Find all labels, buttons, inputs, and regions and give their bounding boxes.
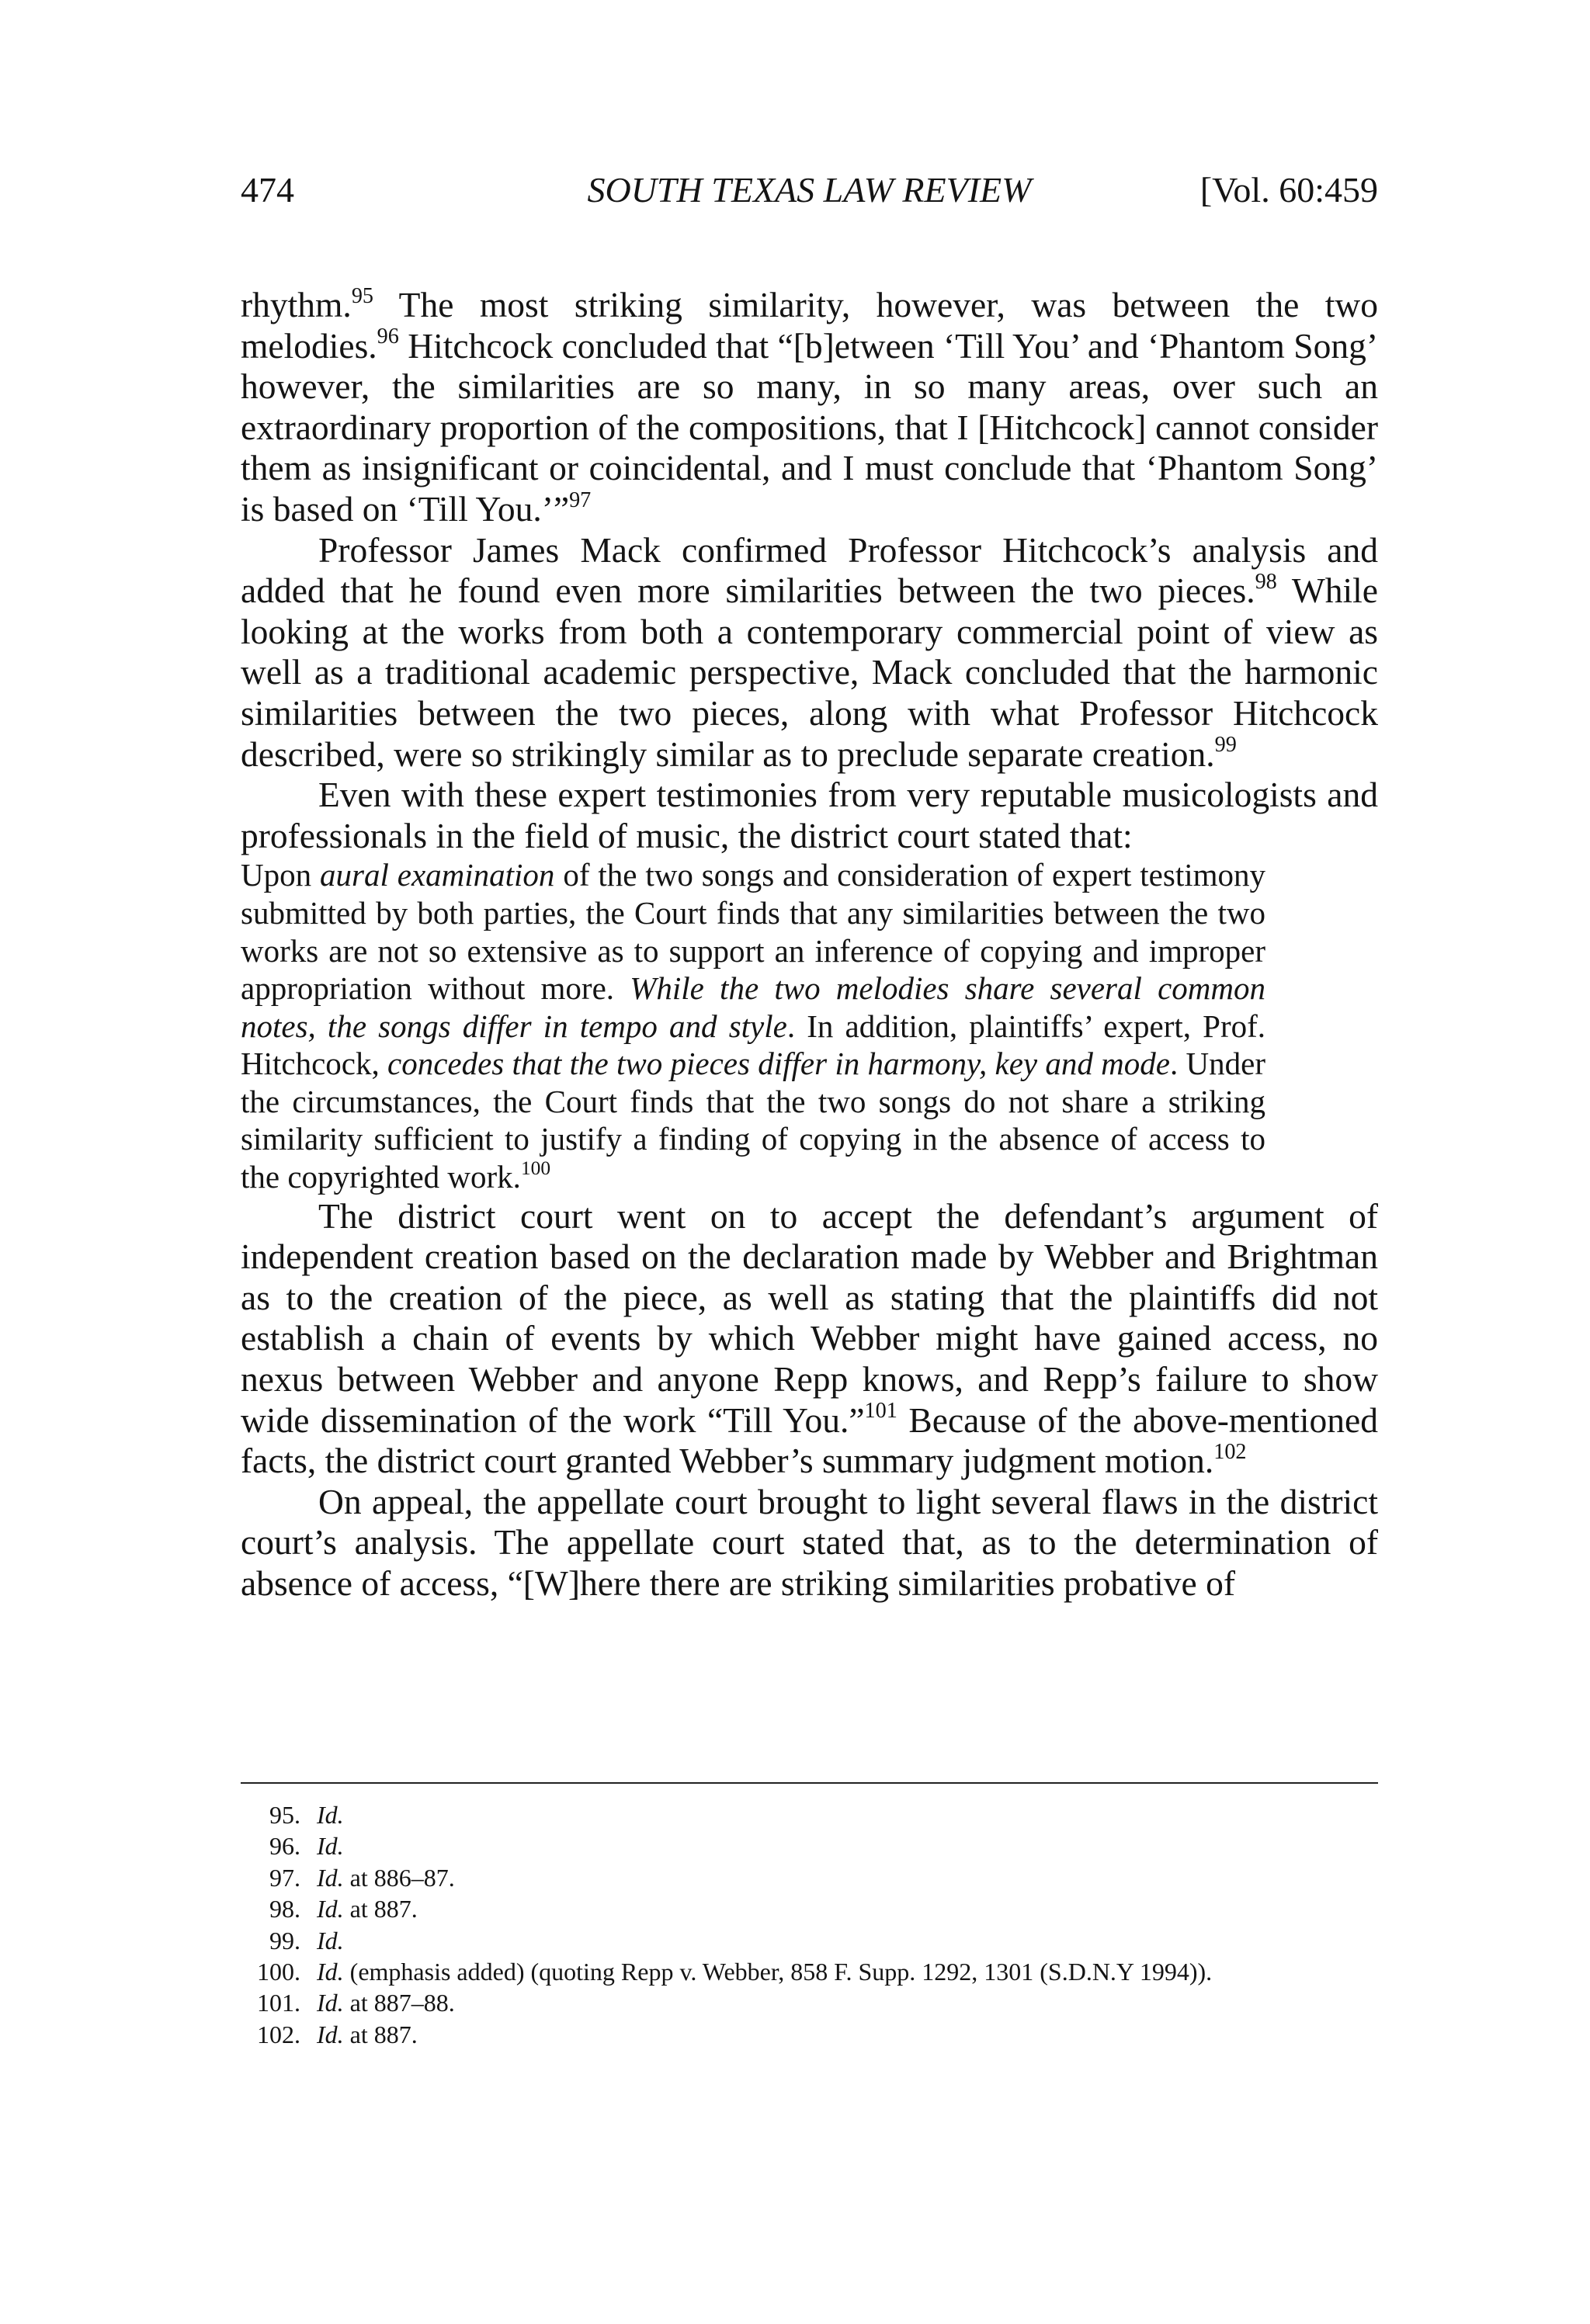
footnote [241,1799,1378,1830]
footnote-ref-96: 96 [377,324,399,349]
paragraph-4 [241,1196,1378,1482]
footnote-id: Id. [317,1801,344,1829]
footnote-number: 97. [269,1863,300,1892]
footnote-id: Id. [317,1863,344,1892]
text: Even with these expert testimonies from very reputable musicologists and professionals in the field of music, the district court stated that: [241,775,1378,855]
footnote-ref-102: 102 [1213,1439,1247,1464]
page-number: 474 [241,170,294,210]
footnote [241,1987,1378,2018]
paragraph-3 [241,775,1378,856]
footnote-number: 102. [257,2020,300,2048]
footnote-number: 96. [269,1832,300,1861]
emphasis: aural examination [320,857,555,893]
footnote-number: 100. [257,1958,300,1986]
text: Professor James Mack confirmed Professor Hitchcock’s analysis and added that he found even more similarities between the two pieces. [241,529,1378,611]
paragraph-1 [241,285,1378,530]
footnote [241,1956,1378,1987]
footnote-text: at 886–87. [343,1863,455,1892]
footnote-ref-99: 99 [1214,733,1237,758]
text: While looking at the works from both a contemporary commercial point of view as well as a traditional academic perspective, Mack concluded that the harmonic similarities between the two pieces, along with what Professor Hitchcock described, were so strikingly similar as to preclude separate creation. [241,571,1378,774]
emphasis: concedes that the two pieces differ in harmony, key and mode [387,1046,1170,1082]
footnote-text: (emphasis added) (quoting Repp v. Webber, 858 F. Supp. 1292, 1301 (S.D.N.Y 1994)). [343,1958,1213,1986]
running-header [241,169,1378,216]
article-body [241,285,1378,1604]
footnote-id: Id. [317,2020,344,2048]
footnote-ref-98: 98 [1255,569,1277,594]
footnote-divider [241,1782,1378,1784]
footnote-id: Id. [317,1832,344,1861]
footnote-id: Id. [317,1895,344,1923]
paragraph-2 [241,530,1378,775]
footnote-text: at 887. [343,1895,418,1923]
footnote-id: Id. [317,1989,344,2017]
footnote [241,1893,1378,1924]
block-quote [241,856,1265,1195]
footnote-text: at 887. [343,2020,418,2048]
footnote-ref-100: 100 [520,1157,551,1180]
text: . In addition, plaintiffs’ expert, Prof. Hitchcock, [241,1008,1265,1082]
footnotes [241,1799,1378,2050]
footnote [241,2019,1378,2050]
text: . Under the circumstances, the Court finds that the two songs do not share a striking similarity sufficient to justify a finding of copying in the absence of access to the copyrighted work. [241,1046,1265,1195]
footnote [241,1830,1378,1861]
footnote-number: 101. [257,1989,300,2017]
footnote-text: at 887–88. [343,1989,455,2017]
text: Upon [241,857,321,893]
text: Hitchcock concluded that “[b]etween ‘Till You’ and ‘Phantom Song’ however, the similarities are so many, in so many areas, over such an extraordinary proportion of the compositions, that I [Hitchcock] cannot consider them as insignificant or coincidental, and I must conclude that ‘Phantom Song’ is based on ‘Till You.’” [241,325,1378,529]
footnote-number: 95. [269,1801,300,1829]
journal-title: SOUTH TEXAS LAW REVIEW [587,170,1032,210]
footnote-ref-101: 101 [864,1399,897,1424]
footnote-id: Id. [317,1926,344,1955]
footnote [241,1925,1378,1956]
text: The most striking similarity, however, was between the two melodies. [241,285,1378,366]
paragraph-5 [241,1482,1378,1604]
emphasis: While the two melodies share several common notes, the songs differ in tempo and style [241,970,1265,1044]
footnote-number: 99. [269,1926,300,1955]
footnote-ref-95: 95 [351,283,374,308]
text: rhythm. [241,285,352,324]
volume-citation: [Vol. 60:459 [1199,170,1378,210]
footnote-number: 98. [269,1895,300,1923]
footnote-ref-97: 97 [569,487,592,512]
text: of the two songs and consideration of expert testimony submitted by both parties, the Court finds that any similarities between the two works are not so extensive as to support an inference of copying and improper appropriation without more. [241,857,1266,1007]
footnote [241,1862,1378,1893]
text: The district court went on to accept the defendant’s argument of independent creation based on the declaration made by Webber and Brightman as to the creation of the piece, as well as stating that the plaintiffs did not establish a chain of events by which Webber might have gained access, no nexus between Webber and anyone Repp knows, and Repp’s failure to show wide dissemination of the work “Till You.” [241,1195,1378,1440]
text: Because of the above-mentioned facts, the district court granted Webber’s summary judgment motion. [241,1400,1378,1481]
text: On appeal, the appellate court brought to light several flaws in the district court’s analysis. The appellate court stated that, as to the determination of absence of access, “[W]here there are striking similarities probative of [241,1481,1378,1603]
footnote-id: Id. [317,1958,344,1986]
